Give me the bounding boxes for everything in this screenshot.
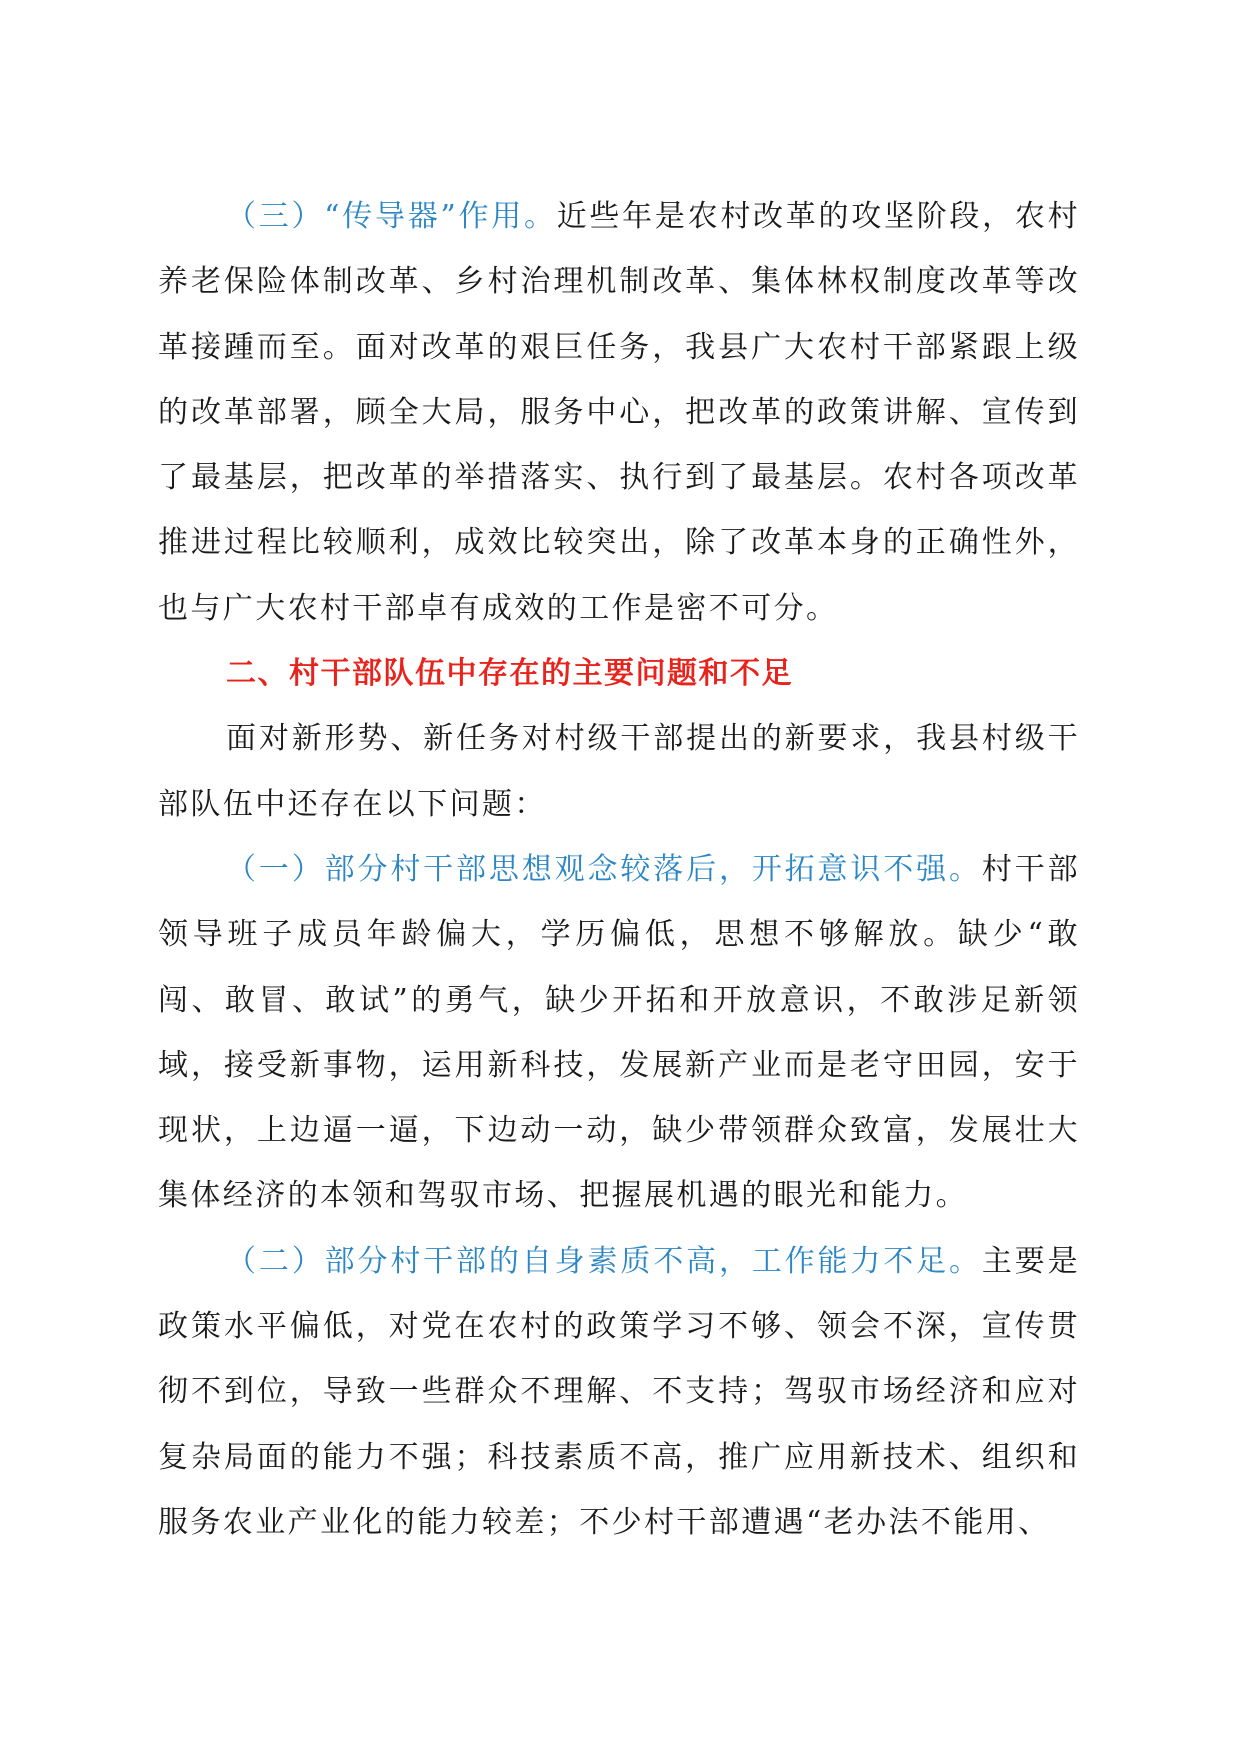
paragraph-problem-2 bbox=[158, 1229, 1080, 1555]
subheading-transmitter-role: （三）“传导器”作用。 bbox=[226, 199, 557, 234]
paragraph-problem-1 bbox=[158, 837, 1080, 1229]
paragraph-body: 近些年是农村改革的攻坚阶段，农村养老保险体制改革、乡村治理机制改革、集体林权制度改革等改革接踵而至。面对改革的艰巨任务，我县广大农村干部紧跟上级的改革部署，顾全大局，服务中心，把改革的政策讲解、宣传到了最基层，把改革的举措落实、执行到了最基层。农村各项改革推进过程比较顺利，成效比较突出，除了改革本身的正确性外，也与广大农村干部卓有成效的工作是密不可分。 bbox=[158, 199, 1080, 626]
paragraph-intro-problems: 面对新形势、新任务对村级干部提出的新要求，我县村级干部队伍中还存在以下问题： bbox=[158, 721, 1080, 822]
paragraph-body: 村干部领导班子成员年龄偏大，学历偏低，思想不够解放。缺少“敢闯、敢冒、敢试”的勇气，缺少开拓和开放意识，不敢涉足新领域，接受新事物，运用新科技，发展新产业而是老守田园，安于现状，上边逼一逼，下边动一动，缺少带领群众致富，发展壮大集体经济的本领和驾驭市场、把握展机遇的眼光和能力。 bbox=[158, 851, 1081, 1214]
subheading-problem-2: （二）部分村干部的自身素质不高，工作能力不足。 bbox=[226, 1243, 982, 1279]
section-heading-problems: 二、村干部队伍中存在的主要问题和不足 bbox=[226, 656, 793, 692]
paragraph-body: 主要是政策水平偏低，对党在农村的政策学习不够、领会不深，宣传贯彻不到位，导致一些群众不理解、不支持；驾驭市场经济和应对复杂局面的能力不强；科技素质不高，推广应用新技术、组织和服务农业产业化的能力较差；不少村干部遭遇“老办法不能用、 bbox=[158, 1243, 1081, 1540]
subheading-problem-1: （一）部分村干部思想观念较落后，开拓意识不强。 bbox=[226, 851, 982, 887]
document-page bbox=[158, 184, 1080, 1555]
paragraph-transmitter-role bbox=[158, 184, 1080, 641]
